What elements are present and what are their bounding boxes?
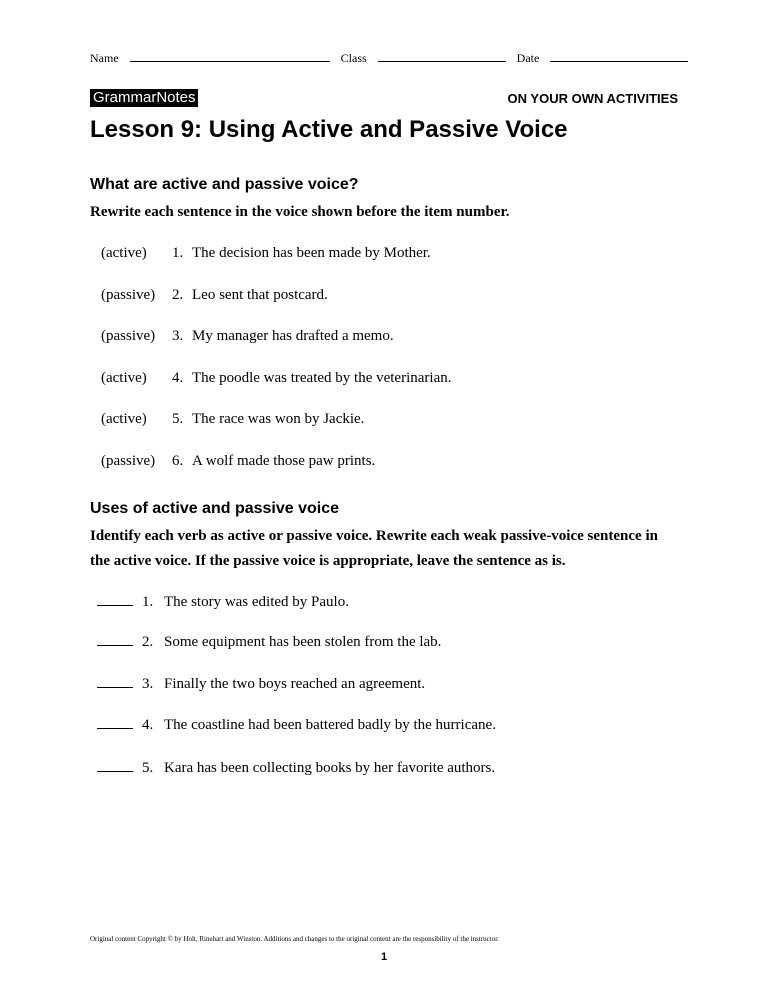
page-number: 1 bbox=[380, 951, 388, 963]
item-number: 1. bbox=[142, 594, 154, 610]
answer-blank[interactable] bbox=[97, 633, 133, 646]
item-number: 3. bbox=[172, 328, 184, 344]
list-item bbox=[97, 675, 425, 693]
item-number: 2. bbox=[142, 634, 154, 650]
item-text: A wolf made those paw prints. bbox=[192, 453, 376, 469]
list-item bbox=[97, 716, 496, 734]
list-item bbox=[101, 287, 328, 304]
item-text: The story was edited by Paulo. bbox=[164, 594, 349, 610]
list-item bbox=[101, 328, 394, 345]
item-text: Some equipment has been stolen from the lab. bbox=[164, 634, 442, 650]
date-label: Date bbox=[516, 51, 540, 65]
item-number: 3. bbox=[142, 676, 154, 692]
page-title: Lesson 9: Using Active and Passive Voice bbox=[90, 116, 568, 143]
list-item bbox=[101, 370, 451, 387]
student-info-line bbox=[90, 51, 688, 66]
instructions-2: Identify each verb as active or passive voice. Rewrite each weak passive-voice sentence in the active voice. If the passive voice is appropriate, leave the sentence as is. bbox=[90, 528, 658, 569]
date-blank[interactable] bbox=[550, 51, 688, 62]
item-number: 6. bbox=[172, 453, 184, 469]
voice-label: (passive) bbox=[101, 328, 156, 344]
list-item bbox=[101, 411, 364, 428]
list-item bbox=[101, 453, 375, 470]
item-text: The decision has been made by Mother. bbox=[192, 245, 431, 261]
class-blank[interactable] bbox=[378, 51, 506, 62]
answer-blank[interactable] bbox=[97, 716, 133, 729]
section-heading-2: Uses of active and passive voice bbox=[90, 500, 340, 517]
voice-label: (passive) bbox=[101, 453, 156, 469]
item-text: The race was won by Jackie. bbox=[192, 411, 365, 427]
brand-logo: GrammarNotes bbox=[90, 89, 198, 107]
item-text: My manager has drafted a memo. bbox=[192, 328, 394, 344]
answer-blank[interactable] bbox=[97, 759, 133, 772]
list-item bbox=[97, 633, 441, 651]
item-number: 4. bbox=[172, 370, 184, 386]
instructions-1: Rewrite each sentence in the voice shown before the item number. bbox=[90, 204, 510, 220]
item-text: Kara has been collecting books by her favorite authors. bbox=[164, 760, 496, 776]
item-number: 5. bbox=[172, 411, 184, 427]
answer-blank[interactable] bbox=[97, 593, 133, 606]
voice-label: (passive) bbox=[101, 287, 156, 303]
item-text: Finally the two boys reached an agreement. bbox=[164, 676, 426, 692]
item-number: 5. bbox=[142, 760, 154, 776]
list-item bbox=[97, 593, 349, 611]
answer-blank[interactable] bbox=[97, 675, 133, 688]
section-tag: ON YOUR OWN ACTIVITIES bbox=[507, 91, 678, 106]
item-text: The coastline had been battered badly by the hurricane. bbox=[164, 717, 496, 733]
item-text: Leo sent that postcard. bbox=[192, 287, 328, 303]
item-number: 4. bbox=[142, 717, 154, 733]
list-item bbox=[97, 759, 495, 777]
voice-label: (active) bbox=[101, 370, 147, 386]
item-number: 2. bbox=[172, 287, 184, 303]
voice-label: (active) bbox=[101, 411, 147, 427]
class-label: Class bbox=[340, 51, 367, 65]
name-blank[interactable] bbox=[130, 51, 330, 62]
section-heading-1: What are active and passive voice? bbox=[90, 176, 359, 193]
copyright-notice: Original content Copyright © by Holt, Rinehart and Winston. Additions and changes to the original content are the responsibility of the instructor. bbox=[90, 935, 499, 943]
item-text: The poodle was treated by the veterinarian. bbox=[192, 370, 452, 386]
name-label: Name bbox=[90, 51, 119, 65]
voice-label: (active) bbox=[101, 245, 147, 261]
item-number: 1. bbox=[172, 245, 184, 261]
list-item bbox=[101, 245, 431, 262]
